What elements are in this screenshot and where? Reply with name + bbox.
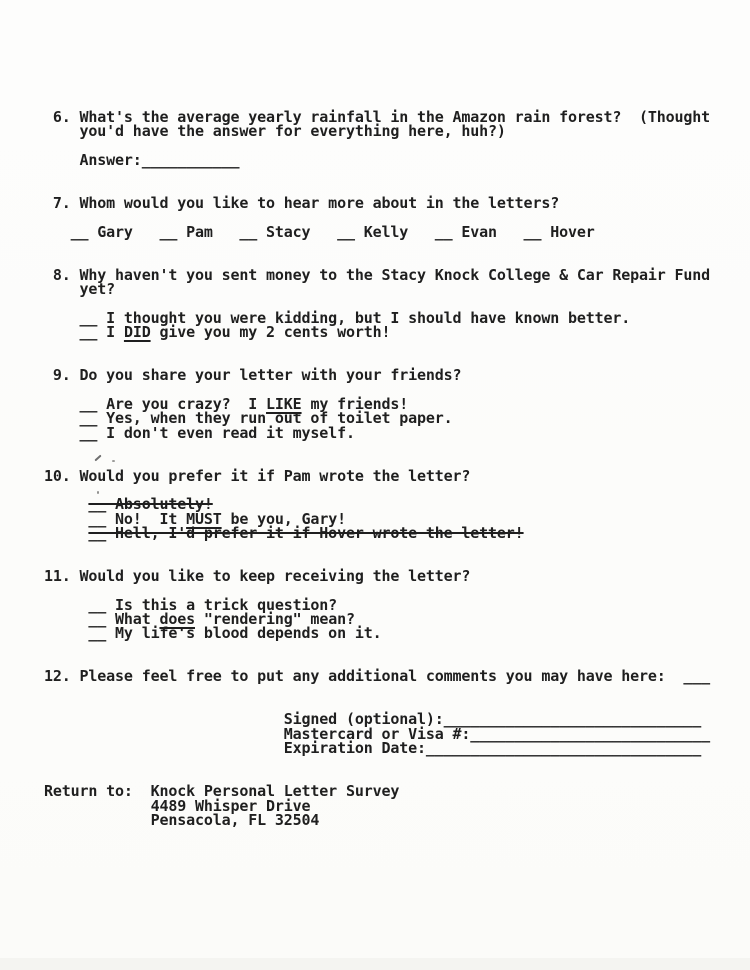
- question-6-line-2: you'd have the answer for everything here, huh?): [44, 122, 506, 141]
- question-7: 7. Whom would you like to hear more about in the letters?: [44, 194, 560, 213]
- question-11: 11. Would you like to keep receiving the letter?: [44, 567, 471, 585]
- question-7-options: __ Gary __ Pam __ Stacy __ Kelly __ Evan __ Hover: [44, 222, 595, 241]
- blank-line: [44, 340, 710, 354]
- question-9-option-1: __ Are you crazy? I LIKE my friends!: [44, 394, 409, 413]
- blank-line: [44, 684, 710, 698]
- question-8-option-1: __ I thought you were kidding, but I should have known better.: [44, 308, 631, 327]
- question-12: 12. Please feel free to put any additional comments you may have here: ___: [44, 667, 711, 686]
- question-11-option-3: __ My life's blood depends on it.: [44, 624, 382, 643]
- question-10-option-1-struck: __ Absolutely!: [88, 495, 213, 514]
- question-8-line-1: 8. Why haven't you sent money to the Stacy Knock College & Car Repair Fund: [44, 265, 711, 284]
- question-9: 9. Do you share your letter with your friends?: [44, 366, 462, 385]
- return-address-line-3: Pensacola, FL 32504: [44, 810, 320, 829]
- question-11-option-1: __ Is this a trick question?: [44, 595, 338, 614]
- typewritten-text-block: [44, 110, 710, 827]
- blank-line: [44, 540, 710, 554]
- stray-pencil-dot-mark: [97, 491, 99, 494]
- question-10-option-3-struck: __ Hell, I'd prefer it if Hover wrote the letter!: [88, 523, 524, 542]
- question-9-option-3: __ I don't even read it myself.: [44, 423, 355, 442]
- return-address-line-1: Return to: Knock Personal Letter Survey: [44, 782, 400, 801]
- expiration-date-line: Expiration Date:_______________________________: [44, 739, 702, 758]
- blank-line: [44, 239, 710, 253]
- question-6-answer-blank: Answer:___________: [44, 151, 240, 170]
- signed-line: Signed (optional):_____________________________: [44, 710, 702, 729]
- question-8-line-2: yet?: [44, 280, 116, 299]
- question-8-option-2: __ I DID give you my 2 cents worth!: [44, 323, 391, 342]
- blank-line: [44, 440, 710, 454]
- blank-line: [44, 167, 710, 181]
- question-10-option-2: __ No! It MUST be you, Gary!: [44, 509, 346, 528]
- question-10: 10. Would you prefer it if Pam wrote the letter?: [44, 466, 471, 485]
- scan-edge-shading: [0, 958, 750, 970]
- blank-line: [44, 641, 710, 655]
- return-address-line-2: 4489 Whisper Drive: [44, 796, 311, 815]
- question-9-option-2: __ Yes, when they run out of toilet paper.: [44, 409, 453, 428]
- blank-line: [44, 755, 710, 769]
- stray-pencil-dot-mark: [112, 460, 115, 462]
- question-11-option-2: __ What does "rendering" mean?: [44, 610, 355, 629]
- mastercard-visa-line: Mastercard or Visa #:___________________________: [44, 724, 711, 743]
- question-6-line-1: 6. What's the average yearly rainfall in the Amazon rain forest? (Thought: [44, 108, 711, 126]
